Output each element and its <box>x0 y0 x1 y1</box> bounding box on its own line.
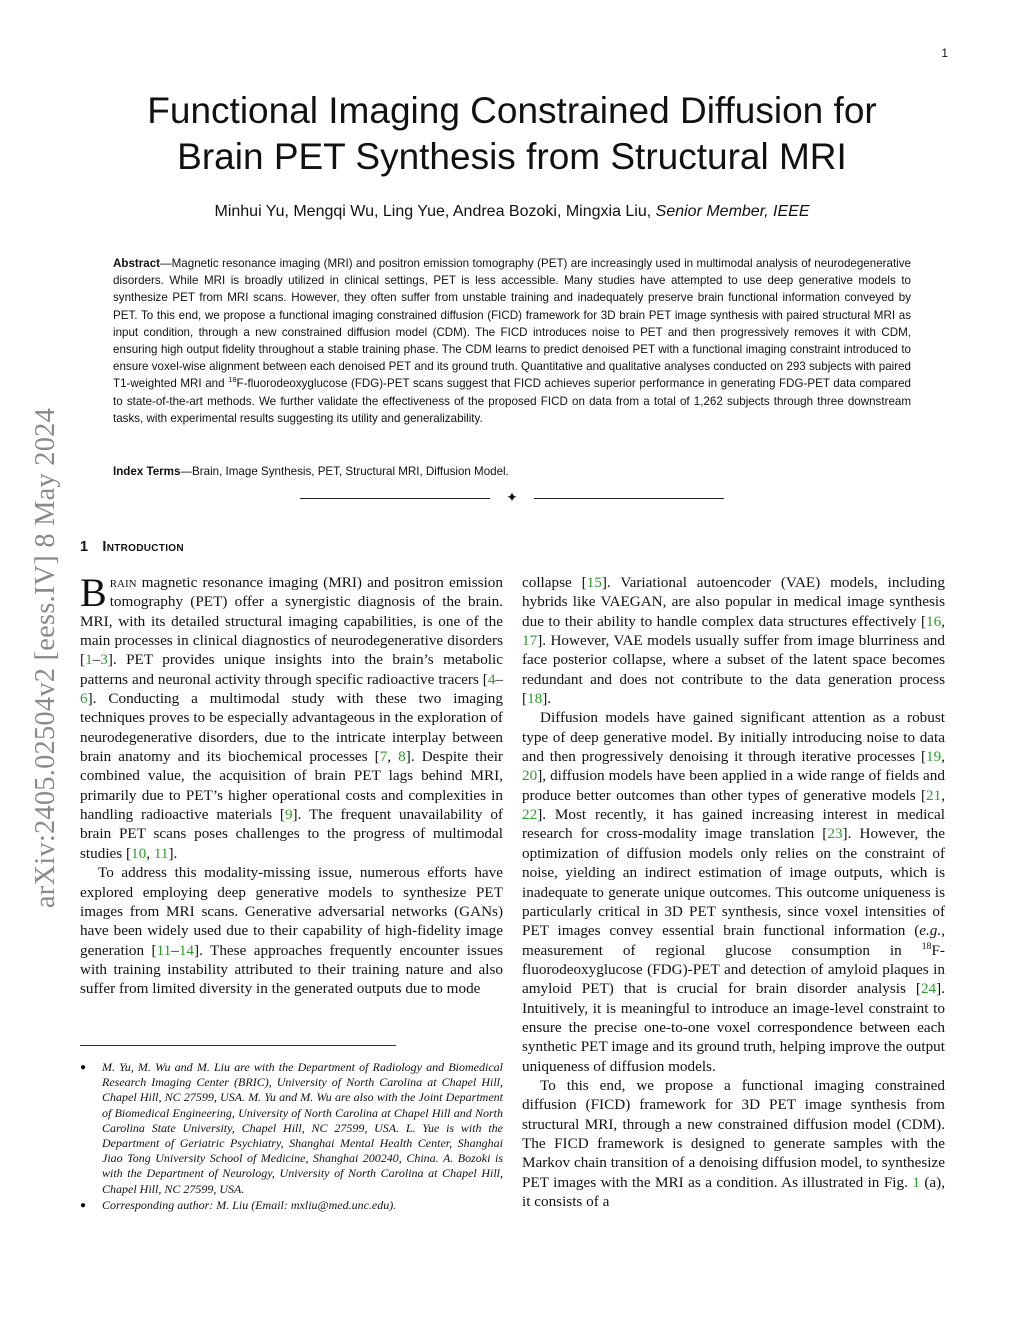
text-run: ], diffusion models have been applied in a wide range of fields and produce better outcomes than other types of generative models [ <box>522 767 945 804</box>
text-run: (a), it consists of a <box>522 1173 946 1210</box>
title-line-1: Functional Imaging Constrained Diffusion for <box>147 90 877 131</box>
citation-link[interactable]: 17 <box>522 632 538 650</box>
text-run: ]. However, VAE models usually suffer from image blurriness and face posterior collapse, where a subset of the latent space becomes redundant and does not contribute to the data generation process [ <box>522 632 945 708</box>
section-number: 1 <box>80 539 89 555</box>
superscript: 18 <box>921 940 932 952</box>
text-run: Diffusion models have gained significant attention as a robust type of deep generative model. By initially introducing noise to data and then progressively denoising it through iterative processes [ <box>522 709 945 766</box>
citation-link[interactable]: 19 <box>926 748 942 766</box>
citation-link[interactable]: 9 <box>284 806 293 824</box>
text-run: To address this modality-missing issue, numerous efforts have explored employing deep generative models to synthesize PET images from MRI scans. Generative adversarial networks (GANs) have been widely used due to their capability of high-fidelity image generation [ <box>80 864 503 959</box>
text-run: ]. Variational autoencoder (VAE) models, including hybrids like VAEGAN, are also popular in medical image synthesis due to their ability to handle complex data structures effectively [ <box>522 574 945 630</box>
text-run: ]. Despite their combined value, the acquisition of brain PET lags behind MRI, primarily due to PET’s higher operational costs and complexities in handling radioactive materials [ <box>80 748 503 824</box>
section-title: Introduction <box>102 539 184 555</box>
text-run: ]. Intuitively, it is meaningful to introduce an image-level constraint to ensure the precise one-to-one voxel correspondence between each synthetic PET image and its ground truth, helping improve the output uniqueness of diffusion models. <box>522 980 945 1075</box>
text-run-italic: e.g. <box>919 922 942 940</box>
intro-paragraph-3 <box>522 708 945 1076</box>
citation-link[interactable]: 23 <box>827 825 843 843</box>
section-heading <box>80 539 184 555</box>
text-run: ]. Conducting a multimodal study with these two imaging techniques proves to be especially advantageous in the exploration of neurodegenerative disorders, due to the intricate interplay between brain anatomy and its biochemical processes [ <box>80 690 503 766</box>
index-terms-text: —Brain, Image Synthesis, PET, Structural MRI, Diffusion Model. <box>180 465 509 478</box>
paper-title <box>80 88 944 180</box>
intro-paragraph-1 <box>80 570 503 863</box>
citation-link[interactable]: 22 <box>522 806 538 824</box>
left-column <box>80 570 503 999</box>
citation-link[interactable]: 10 <box>131 844 147 862</box>
text-run: ]. The frequent unavailability of brain PET scans poses challenges to the progress of multimodal studies [ <box>80 806 503 862</box>
bullet-icon: ● <box>80 1199 87 1211</box>
arxiv-stamp: arXiv:2405.02504v2 [eess.IV] 8 May 2024 <box>30 407 61 909</box>
drop-cap-continuation: rain <box>109 574 137 591</box>
footnote-item <box>80 1060 503 1197</box>
index-terms <box>113 463 911 480</box>
intro-paragraph-2 <box>80 863 503 998</box>
citation-link[interactable]: 21 <box>926 786 942 804</box>
citation-link[interactable]: 14 <box>178 941 195 959</box>
text-run: magnetic resonance imaging (MRI) and positron emission tomography (PET) offer a synergistic diagnosis of the brain. MRI, with its detailed structural imaging capabilities, is one of the main processes in clinical diagnostics of neurodegenerative disorders [ <box>80 574 503 669</box>
footnote-item <box>80 1198 503 1213</box>
drop-cap: B <box>80 570 107 615</box>
footnote-corresponding-author: Corresponding author: M. Liu (Email: mxliu@med.unc.edu). <box>102 1197 397 1212</box>
abstract-text-b: F-fluorodeoxyglucose (FDG)-PET scans suggest that FICD achieves superior performance in generating FDG-PET data compared to state-of-the-art methods. We further validate the effectiveness of the proposed FICD on data from a total of 1,262 subjects through three downstream tasks, with experimental results suggesting its utility and generalizability. <box>113 377 911 425</box>
text-run: , <box>146 844 154 862</box>
citation-link[interactable]: 18 <box>527 690 543 708</box>
text-run: ]. However, the optimization of diffusion models only relies on the constraint of noise, yielding an indirect estimation of image outputs, which is inadequate to generate unique outcomes. This outcome uniqueness is particularly critical in 3D PET synthesis, since voxel intensities of PET images convey essential brain functional information ( <box>522 825 945 940</box>
citation-link[interactable]: 24 <box>920 980 937 998</box>
text-run: To this end, we propose a functional imaging constrained diffusion (FICD) framework for 3D PET image synthesis from structural MRI, through a new constrained diffusion model (CDM). The FICD framework is designed to generate samples with the Markov chain transition of a denoising diffusion model, to synthesize PET images with the MRI as a condition. As illustrated in Fig. <box>522 1076 945 1191</box>
section-separator <box>300 490 724 506</box>
author-membership: Senior Member, IEEE <box>655 203 810 220</box>
citation-link[interactable]: 8 <box>398 748 406 766</box>
citation-link[interactable]: 11 <box>156 941 172 959</box>
text-run: ]. PET provides unique insights into the brain’s metabolic patterns and neuronal activity through specific radioactive tracers [ <box>80 651 503 688</box>
abstract <box>113 255 911 427</box>
citation-link[interactable]: 11 <box>153 844 169 862</box>
right-column <box>522 573 945 1211</box>
text-run: ]. Most recently, it has gained increasing interest in medical research for cross-modality image translation [ <box>522 806 945 843</box>
text-run: , <box>387 748 399 766</box>
text-run: – <box>92 651 101 669</box>
text-run: , <box>941 786 945 804</box>
author-list <box>80 203 944 221</box>
bullet-icon: ● <box>80 1062 87 1073</box>
footnote-rule <box>80 1045 396 1046</box>
title-line-2: Brain PET Synthesis from Structural MRI <box>177 136 847 177</box>
separator-diamond-icon: ✦ <box>506 490 518 506</box>
text-run: , <box>941 612 945 630</box>
figure-reference-link[interactable]: 1 <box>912 1173 920 1191</box>
intro-paragraph-2-continued <box>522 573 945 708</box>
citation-link[interactable]: 3 <box>100 651 108 669</box>
text-run: collapse [ <box>522 574 587 591</box>
text-run: , <box>941 748 945 766</box>
text-run: – <box>171 941 179 959</box>
text-run: , measurement of regional glucose consumption in <box>522 922 945 959</box>
footnote-affiliations: M. Yu, M. Wu and M. Liu are with the Department of Radiology and Biomedical Research Imaging Center (BRIC), University of North Carolina at Chapel Hill, Chapel Hill, NC 27599, USA. M. Yu and M. Wu are also with the Joint Department of Biomedical Engineering, University of North Carolina at Chapel Hill and North Carolina State University, Chapel Hill, NC 27599, USA. L. Yue is with the Department of Geriatric Psychiatry, Shanghai Mental Health Center, Shanghai Jiao Tong University School of Medicine, Shanghai 200240, China. A. Bozoki is with the Department of Neurology, University of North Carolina at Chapel Hill, Chapel Hill, NC 27599, USA. <box>102 1060 503 1196</box>
text-run: F-fluorodeoxyglucose (FDG)-PET and detection of amyloid plaques in amyloid PET) that is crucial for brain disorder analysis [ <box>522 941 945 998</box>
text-run: – <box>495 670 503 688</box>
citation-link[interactable]: 20 <box>522 767 538 785</box>
index-terms-label: Index Terms <box>113 465 181 478</box>
separator-line-right <box>534 498 724 499</box>
text-run: ]. These approaches frequently encounter issues with training instability attributed to their training nature and also suffer from limited diversity in the generated outputs due to mode <box>80 941 503 998</box>
intro-paragraph-4 <box>522 1076 945 1211</box>
abstract-superscript: 18 <box>228 375 237 385</box>
abstract-text-a: —Magnetic resonance imaging (MRI) and positron emission tomography (PET) are increasingly used in multimodal analysis of neurodegenerative disorders. While MRI is broadly utilized in clinical settings, PET is less accessible. Many studies have attempted to use deep generative models to synthesize PET from MRI scans. However, they often suffer from unstable training and inadequately preserve brain functional information conveyed by PET. To this end, we propose a functional imaging constrained diffusion (FICD) framework for 3D brain PET image synthesis with paired structural MRI as input condition, through a new constrained diffusion model (CDM). The FICD introduces noise to PET and then progressively removes it with CDM, ensuring high output fidelity throughout a stable training phase. The CDM learns to predict denoised PET with a functional imaging constraint introduced to ensure voxel-wise alignment between each denoised PET and its ground truth. Quantitative and qualitative analyses conducted on 293 subjects with paired T1-weighted MRI and <box>113 257 911 391</box>
author-names: Minhui Yu, Mengqi Wu, Ling Yue, Andrea Bozoki, Mingxia Liu, <box>214 203 652 220</box>
footnotes <box>80 1060 503 1214</box>
citation-link[interactable]: 7 <box>379 748 388 766</box>
citation-link[interactable]: 15 <box>586 574 602 591</box>
citation-link[interactable]: 16 <box>926 612 942 630</box>
citation-link[interactable]: 4 <box>487 670 496 688</box>
separator-line-left <box>300 498 490 499</box>
citation-link[interactable]: 6 <box>80 690 88 708</box>
text-run: ]. <box>168 844 178 862</box>
abstract-label: Abstract <box>113 257 161 270</box>
page-number: 1 <box>941 46 948 60</box>
citation-link[interactable]: 1 <box>85 651 93 669</box>
text-run: ]. <box>542 690 552 708</box>
